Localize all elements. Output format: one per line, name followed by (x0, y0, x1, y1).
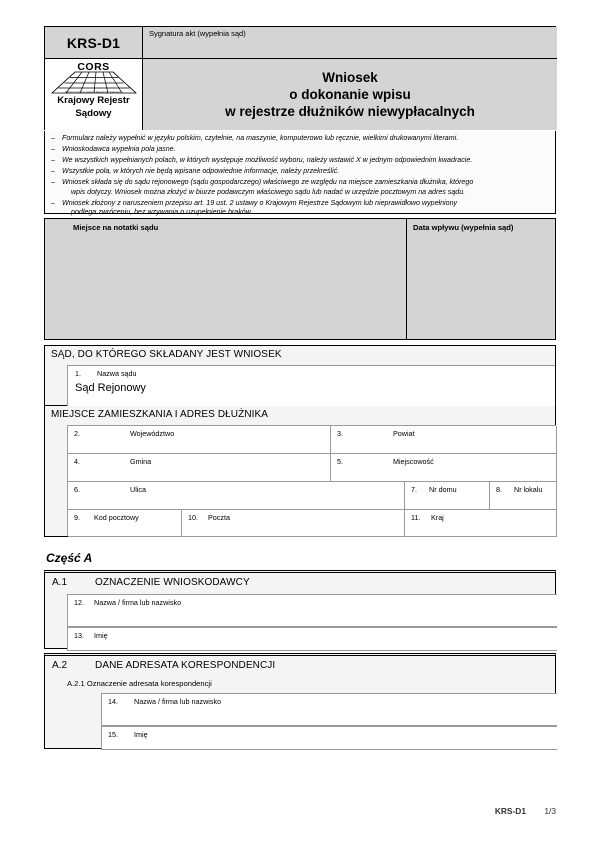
instruction-text: Wnioskodawca wypełnia pola jasne. (62, 144, 176, 153)
case-signature-cell[interactable] (143, 27, 557, 59)
section-a1-title: OZNACZENIE WNIOSKODAWCY (95, 577, 250, 588)
field-applicant-name[interactable] (67, 594, 557, 627)
court-notes-box (44, 218, 556, 340)
instruction-text-cont: wpis dotyczy. Wniosek można złożyć w biurze podawczym właściwego sądu lub nadać w urzędzie pocztowym na adres sądu. (71, 187, 466, 196)
form-code-label: KRS-D1 (66, 34, 121, 51)
section-a2 (44, 653, 556, 749)
field-number: 8. (496, 485, 502, 494)
field-number: 1. (75, 369, 81, 378)
field-gmina[interactable] (68, 454, 331, 482)
address-section (44, 406, 556, 537)
form-header-table (44, 26, 556, 130)
field-kraj[interactable] (405, 510, 557, 537)
section-a1 (44, 570, 556, 649)
section-a21-label: A.2.1 Oznaczenie adresata korespondencji (67, 679, 212, 688)
page-footer (44, 806, 556, 816)
form-title-cell (143, 59, 557, 130)
dash-icon: – (51, 166, 55, 175)
field-label: Województwo (130, 429, 175, 438)
cors-subtitle-label: Centrum Ogólnopolskich Rejestrów Sądowych (64, 91, 123, 94)
field-number: 12. (74, 598, 84, 607)
field-label: Imię (134, 730, 148, 739)
instruction-item (51, 167, 549, 177)
instruction-text: Formularz należy wypełnić w języku polskim, czytelnie, na maszynie, komputerowo lub ręcznie, wielkimi drukowanymi literami. (62, 134, 459, 142)
dash-icon: – (51, 134, 55, 142)
field-applicant-firstname[interactable] (67, 627, 557, 651)
instruction-item (51, 156, 549, 166)
field-nr-domu[interactable] (405, 482, 490, 510)
field-number: 15. (108, 730, 118, 739)
field-ulica[interactable] (68, 482, 405, 510)
instruction-item (51, 199, 549, 218)
field-label: Kod pocztowy (94, 513, 139, 522)
instruction-text-cont: podlega zwróceniu, bez wzywania o uzupełnienie braków. (71, 208, 253, 217)
field-number: 3. (337, 429, 343, 438)
instruction-item (51, 145, 549, 155)
section-a2-code: A.2 (52, 660, 68, 671)
field-number: 11. (411, 513, 421, 522)
field-label: Poczta (208, 513, 230, 522)
dash-icon: – (51, 177, 55, 186)
address-section-title: MIEJSCE ZAMIESZKANIA I ADRES DŁUŻNIKA (51, 409, 269, 420)
field-label: Nr lokalu (514, 485, 543, 494)
receipt-date-label: Data wpływu (wypełnia sąd) (413, 223, 514, 232)
field-correspondent-firstname[interactable] (101, 726, 557, 750)
field-nr-lokalu[interactable] (490, 482, 557, 510)
form-title-line2: o dokonanie wpisu (289, 87, 411, 102)
field-number: 10. (188, 513, 198, 522)
field-label: Miejscowość (393, 457, 434, 466)
court-section (44, 345, 556, 406)
krs-logo-cell (45, 59, 143, 130)
field-number: 13. (74, 631, 84, 640)
field-miejscowosc[interactable] (331, 454, 557, 482)
field-label: Kraj (431, 513, 444, 522)
field-wojewodztwo[interactable] (68, 426, 331, 454)
instructions-block (44, 131, 556, 217)
cors-logo (48, 62, 140, 119)
court-notes-area[interactable] (45, 219, 407, 339)
field-label: Gmina (130, 457, 152, 466)
court-notes-label: Miejsce na notatki sądu (73, 223, 159, 232)
instruction-text (62, 199, 549, 218)
field-label: Nr domu (429, 485, 457, 494)
field-value: Sąd Rejonowy (75, 382, 146, 394)
field-label: Nazwa / firma lub nazwisko (134, 697, 222, 706)
field-poczta[interactable] (182, 510, 405, 537)
section-a1-code: A.1 (52, 577, 68, 588)
field-court-name[interactable] (67, 365, 555, 406)
case-signature-label: Sygnatura akt (wypełnia sąd) (149, 29, 246, 38)
form-title-line1: Wniosek (322, 70, 378, 85)
part-a-heading: Część A (46, 551, 93, 565)
field-number: 2. (74, 429, 80, 438)
instruction-text: We wszystkich wypełnianych polach, w których występuje możliwość wyboru, należy wstawić X w jednym odpowiednim kwadracie. (62, 155, 473, 164)
field-number: 7. (411, 485, 417, 494)
form-code-cell (45, 27, 143, 59)
field-number: 14. (108, 697, 118, 706)
krs-name-line2: Sądowy (75, 107, 112, 119)
field-label: Ulica (130, 485, 146, 494)
cors-acronym-label: CORS (77, 61, 110, 73)
field-number: 9. (74, 513, 80, 522)
court-section-title: SĄD, DO KTÓREGO SKŁADANY JEST WNIOSEK (51, 349, 282, 360)
dash-icon: – (51, 198, 55, 207)
field-label: Nazwa sądu (97, 369, 137, 378)
dash-icon: – (51, 144, 55, 153)
form-title-line3: w rejestrze dłużników niewypłacalnych (225, 104, 475, 119)
field-label: Nazwa / firma lub nazwisko (94, 598, 182, 607)
dash-icon: – (51, 155, 55, 164)
field-number: 5. (337, 457, 343, 466)
receipt-date-area[interactable] (407, 219, 556, 339)
field-label: Powiat (393, 429, 415, 438)
section-a2-title: DANE ADRESATA KORESPONDENCJI (95, 660, 276, 671)
field-label: Imię (94, 631, 108, 640)
instruction-item (51, 134, 549, 144)
instruction-text-main: Wniosek złożony z naruszeniem przepisu art. 19 ust. 2 ustawy o Krajowym Rejestrze Sądowym lub nieprawidłowo wypełniony (62, 198, 458, 207)
footer-form-code: KRS-D1 (494, 806, 527, 816)
address-grid (67, 425, 556, 536)
field-number: 6. (74, 485, 80, 494)
instruction-item (51, 178, 549, 197)
field-correspondent-name[interactable] (101, 693, 557, 726)
field-powiat[interactable] (331, 426, 557, 454)
field-number: 4. (74, 457, 80, 466)
krs-name-line1: Krajowy Rejestr (57, 95, 130, 106)
instruction-text (62, 178, 549, 197)
instruction-text-main: Wniosek składa się do sądu rejonowego (sądu gospodarczego) właściwego ze względu na miejsce zamieszkania dłużnika, którego (62, 177, 474, 186)
instruction-text: Wszystkie pola, w których nie będą wpisane odpowiednie informacje, należy przekreślić. (62, 166, 340, 175)
footer-page-number: 1/3 (544, 806, 556, 816)
field-kod-pocztowy[interactable] (68, 510, 182, 537)
